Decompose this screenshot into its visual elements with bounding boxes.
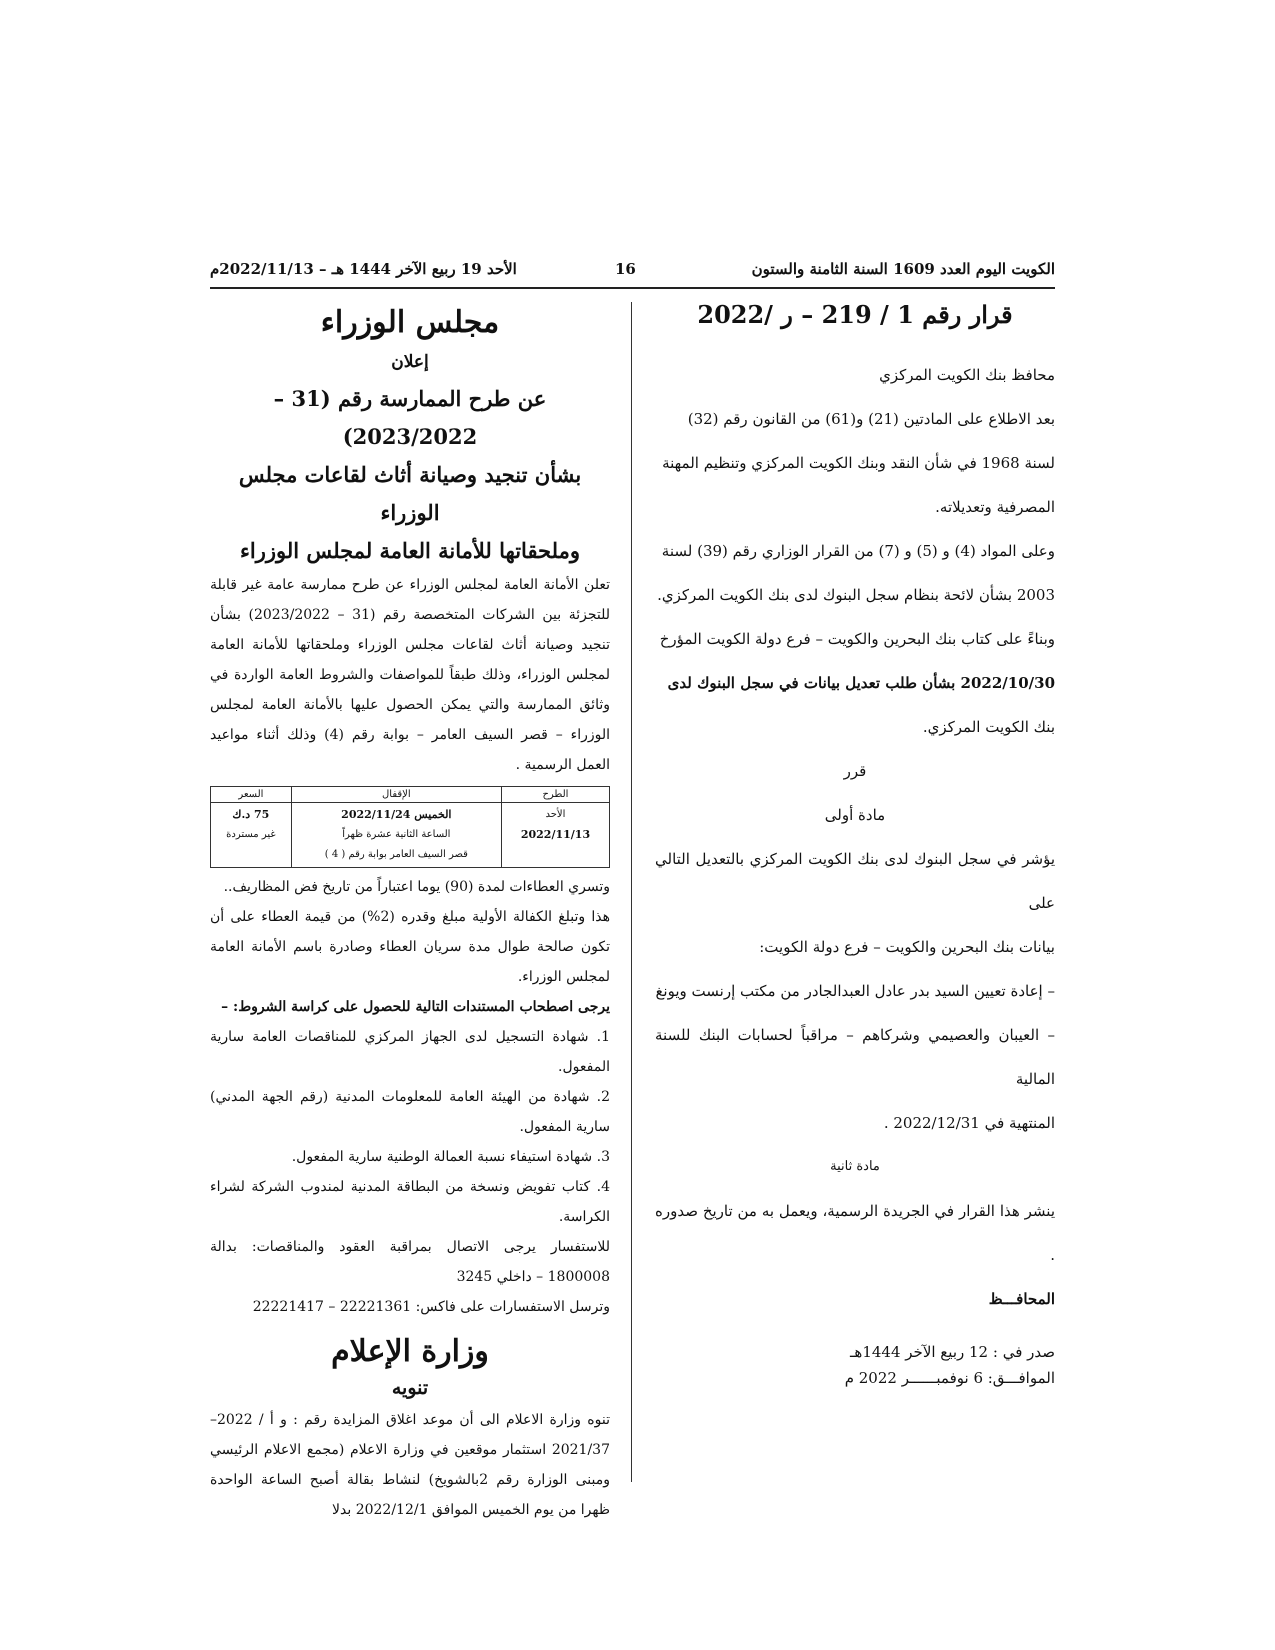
closing-cell [291, 803, 501, 868]
page-header [210, 257, 1055, 289]
closing-time: الساعة الثانية عشرة ظهراً [342, 829, 451, 840]
tender-title-line: وملحقاتها للأمانة العامة لمجلس الوزراء [240, 538, 580, 563]
article1-line: – إعادة تعيين السيد بدر عادل العبدالجادر من مكتب إرنست ويونغ [655, 982, 1055, 1000]
article2-text: ينشر هذا القرار في الجريدة الرسمية، ويعمل به من تاريخ صدوره . [655, 1202, 1055, 1264]
tender-info-table [210, 786, 610, 868]
contact-text: للاستفسار يرجى الاتصال بمراقبة العقود والمناقصات: بدالة 1800008 – داخلي 3245 [210, 1239, 610, 1285]
signature: المحافـــظ [988, 1290, 1055, 1308]
announcements-column [210, 305, 610, 1525]
price-cell [211, 803, 292, 868]
documents-intro: يرجى اصطحاب المستندات التالية للحصول على كراسة الشروط: – [221, 999, 610, 1015]
document-item: 2. شهادة من الهيئة العامة للمعلومات المدنية (رقم الجهة المدني) سارية المفعول. [210, 1089, 610, 1135]
article1-title: مادة أولى [824, 806, 886, 824]
price-value: 75 د.ك [232, 808, 270, 821]
preamble-line: بنك الكويت المركزي. [922, 718, 1055, 736]
document-item: 3. شهادة استيفاء نسبة العمالة الوطنية سارية المفعول. [291, 1149, 610, 1165]
tender-title-line: بشأن تنجيد وصيانة أثاث لقاعات مجلس الوزراء [238, 462, 582, 525]
decision-title: قرار رقم 1 / 219 – ر /2022 [697, 300, 1013, 329]
tender-day: الأحد [545, 809, 566, 820]
cabinet-heading: مجلس الوزراء [320, 305, 500, 340]
document-item: 1. شهادة التسجيل لدى الجهاز المركزي للمناقصات العامة سارية المفعول. [210, 1029, 610, 1075]
article1-line: يؤشر في سجل البنوك لدى بنك الكويت المركزي بالتعديل التالي على [655, 850, 1055, 912]
page-number: 16 [615, 260, 636, 278]
issued-date: صدر في : 12 ربيع الآخر 1444هـ [850, 1343, 1055, 1361]
tender-date: 2022/11/13 [520, 828, 591, 841]
preamble-line: لسنة 1968 في شأن النقد وبنك الكويت المركزي وتنظيم المهنة [662, 454, 1055, 472]
table-header: الطرح [501, 787, 609, 803]
article2-title: مادة ثانية [830, 1159, 880, 1174]
article1-line: المنتهية في 2022/12/31 . [883, 1114, 1055, 1132]
table-header: الإقفال [291, 787, 501, 803]
preamble-line: المصرفية وتعديلاته. [935, 498, 1055, 516]
validity-text: وتسري العطاءات لمدة (90) يوما اعتباراً من تاريخ فض المظاريف.. [223, 879, 610, 895]
preamble-line: وعلى المواد (4) و (5) و (7) من القرار الوزاري رقم (39) لسنة [661, 542, 1055, 560]
corresponding-date: الموافـــق: 6 نوفمبــــــر 2022 م [844, 1369, 1055, 1387]
tender-title-line: عن طرح الممارسة رقم (31 – 2023/2022) [273, 386, 547, 449]
decision-issuer: محافظ بنك الكويت المركزي [879, 366, 1055, 384]
header-date: الأحد 19 ربيع الآخر 1444 هـ – 2022/11/13م [210, 260, 517, 278]
tender-body: تعلن الأمانة العامة لمجلس الوزراء عن طرح ممارسة عامة غير قابلة للتجزئة بين الشركات المتخصصة رقم (31 – 2023/2022) بشأن تنجيد وصيانة أثاث لقاعات مجلس الوزراء وملحقاتها للأمانة العامة لمجلس الوزراء، وذلك طبقاً للمواصفات والشروط العامة الواردة في وثائق الممارسة والتي يمكن الحصول عليها بالأمانة العامة لمجلس الوزراء – قصر السيف العامر – بوابة رقم (4) وذلك أثناء مواعيد العمل الرسمية . [210, 577, 610, 773]
preamble-line: بعد الاطلاع على المادتين (21) و(61) من القانون رقم (32) [687, 410, 1055, 428]
closing-date: الخميس 2022/11/24 [341, 808, 452, 821]
decided-label: قرر [843, 762, 867, 780]
column-divider [631, 302, 632, 1482]
notice-body: تنوه وزارة الاعلام الى أن موعد اغلاق المزايدة رقم : و أ / 2022–2021/37 استثمار موقعين في وزارة الاعلام (مجمع الاعلام الرئيسي ومبنى الوزارة رقم 2بالشويخ) لنشاط بقالة أصبح الساعة الواحدة ظهرا من يوم الخميس الموافق 2022/12/1 بدلا [210, 1412, 610, 1518]
notice-label: تنويه [391, 1377, 429, 1399]
preamble-line: وبناءً على كتاب بنك البحرين والكويت – فرع دولة الكويت المؤرخ [659, 630, 1055, 648]
announcement-label: إعلان [391, 352, 429, 372]
information-ministry-heading: وزارة الإعلام [331, 1334, 489, 1369]
document-item: 4. كتاب تفويض ونسخة من البطاقة المدنية لمندوب الشركة لشراء الكراسة. [210, 1179, 610, 1225]
header-publication: الكويت اليوم العدد 1609 السنة الثامنة والستون [751, 260, 1055, 278]
tender-cell [501, 803, 609, 868]
decision-column [655, 300, 1055, 1391]
table-header: السعر [211, 787, 292, 803]
preamble-line: 2022/10/30 بشأن طلب تعديل بيانات في سجل البنوك لدى [667, 674, 1055, 692]
guarantee-text: هذا وتبلغ الكفالة الأولية مبلغ وقدره (2%) من قيمة العطاء على أن تكون صالحة طوال مدة سريان العطاء وصادرة باسم الأمانة العامة لمجلس الوزراء. [210, 909, 610, 985]
price-note: غير مستردة [226, 829, 276, 840]
article1-line: بيانات بنك البحرين والكويت – فرع دولة الكويت: [759, 938, 1055, 956]
fax-text: وترسل الاستفسارات على فاكس: 22221361 – 22221417 [252, 1299, 610, 1315]
closing-place: قصر السيف العامر بوابة رقم ( 4 ) [324, 849, 468, 860]
article1-line: – العيبان والعصيمي وشركاهم – مراقباً لحسابات البنك للسنة المالية [655, 1026, 1055, 1088]
preamble-line: 2003 بشأن لائحة بنظام سجل البنوك لدى بنك الكويت المركزي. [657, 586, 1055, 604]
